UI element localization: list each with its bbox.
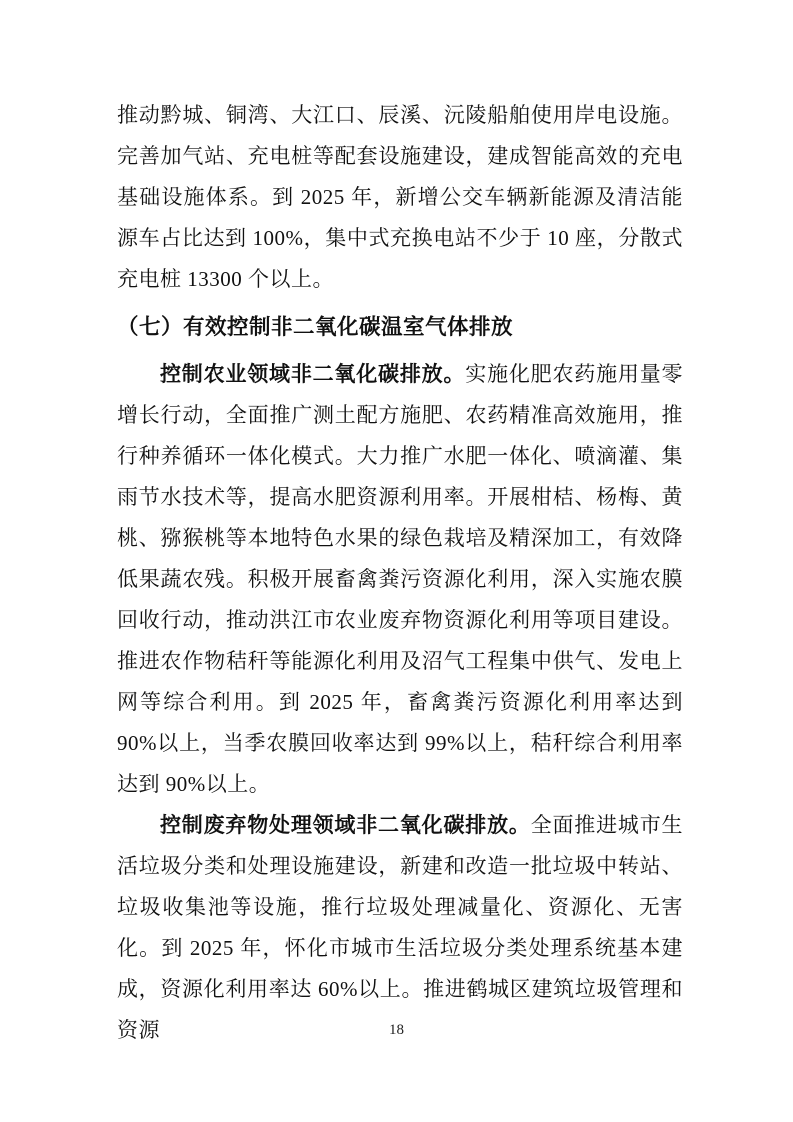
paragraph-agriculture-lead: 控制农业领域非二氧化碳排放。 [160,362,466,386]
paragraph-agriculture [117,354,683,805]
paragraph-waste-text: 全面推进城市生活垃圾分类和处理设施建设，新建和改造一批垃圾中转站、垃圾收集池等设施，推行垃圾处理减量化、资源化、无害化。到 2025 年，怀化市城市生活垃圾分类处理系统基本建成，资源化利用率达 60%以上。推进鹤城区建筑垃圾管理和资源 [117,813,684,1042]
paragraph-agriculture-text: 实施化肥农药施用量零增长行动，全面推广测土配方施肥、农药精准高效施用，推行种养循环一体化模式。大力推广水肥一体化、喷滴灌、集雨节水技术等，提高水肥资源利用率。开展柑桔、杨梅、黄桃、猕猴桃等本地特色水果的绿色栽培及精深加工，有效降低果蔬农残。积极开展畜禽粪污资源化利用，深入实施农膜回收行动，推动洪江市农业废弃物资源化利用等项目建设。推进农作物秸秆等能源化利用及沼气工程集中供气、发电上网等综合利用。到 2025 年，畜禽粪污资源化利用率达到 90%以上，当季农膜回收率达到 99%以上，秸秆综合利用率达到 90%以上。 [117,362,684,796]
page-number: 18 [389,1022,404,1038]
paragraph-waste [117,805,683,1051]
document-content [117,95,683,1051]
paragraph-transport-continuation: 推动黔城、铜湾、大江口、辰溪、沅陵船舶使用岸电设施。完善加气站、充电桩等配套设施建设，建成智能高效的充电基础设施体系。到 2025 年，新增公交车辆新能源及清洁能源车占比达到 100%，集中式充换电站不少于 10 座，分散式充电桩 13300 个以上。 [117,103,683,291]
paragraph-waste-lead: 控制废弃物处理领域非二氧化碳排放。 [160,813,531,837]
section-heading-7: （七）有效控制非二氧化碳温室气体排放 [117,315,514,339]
